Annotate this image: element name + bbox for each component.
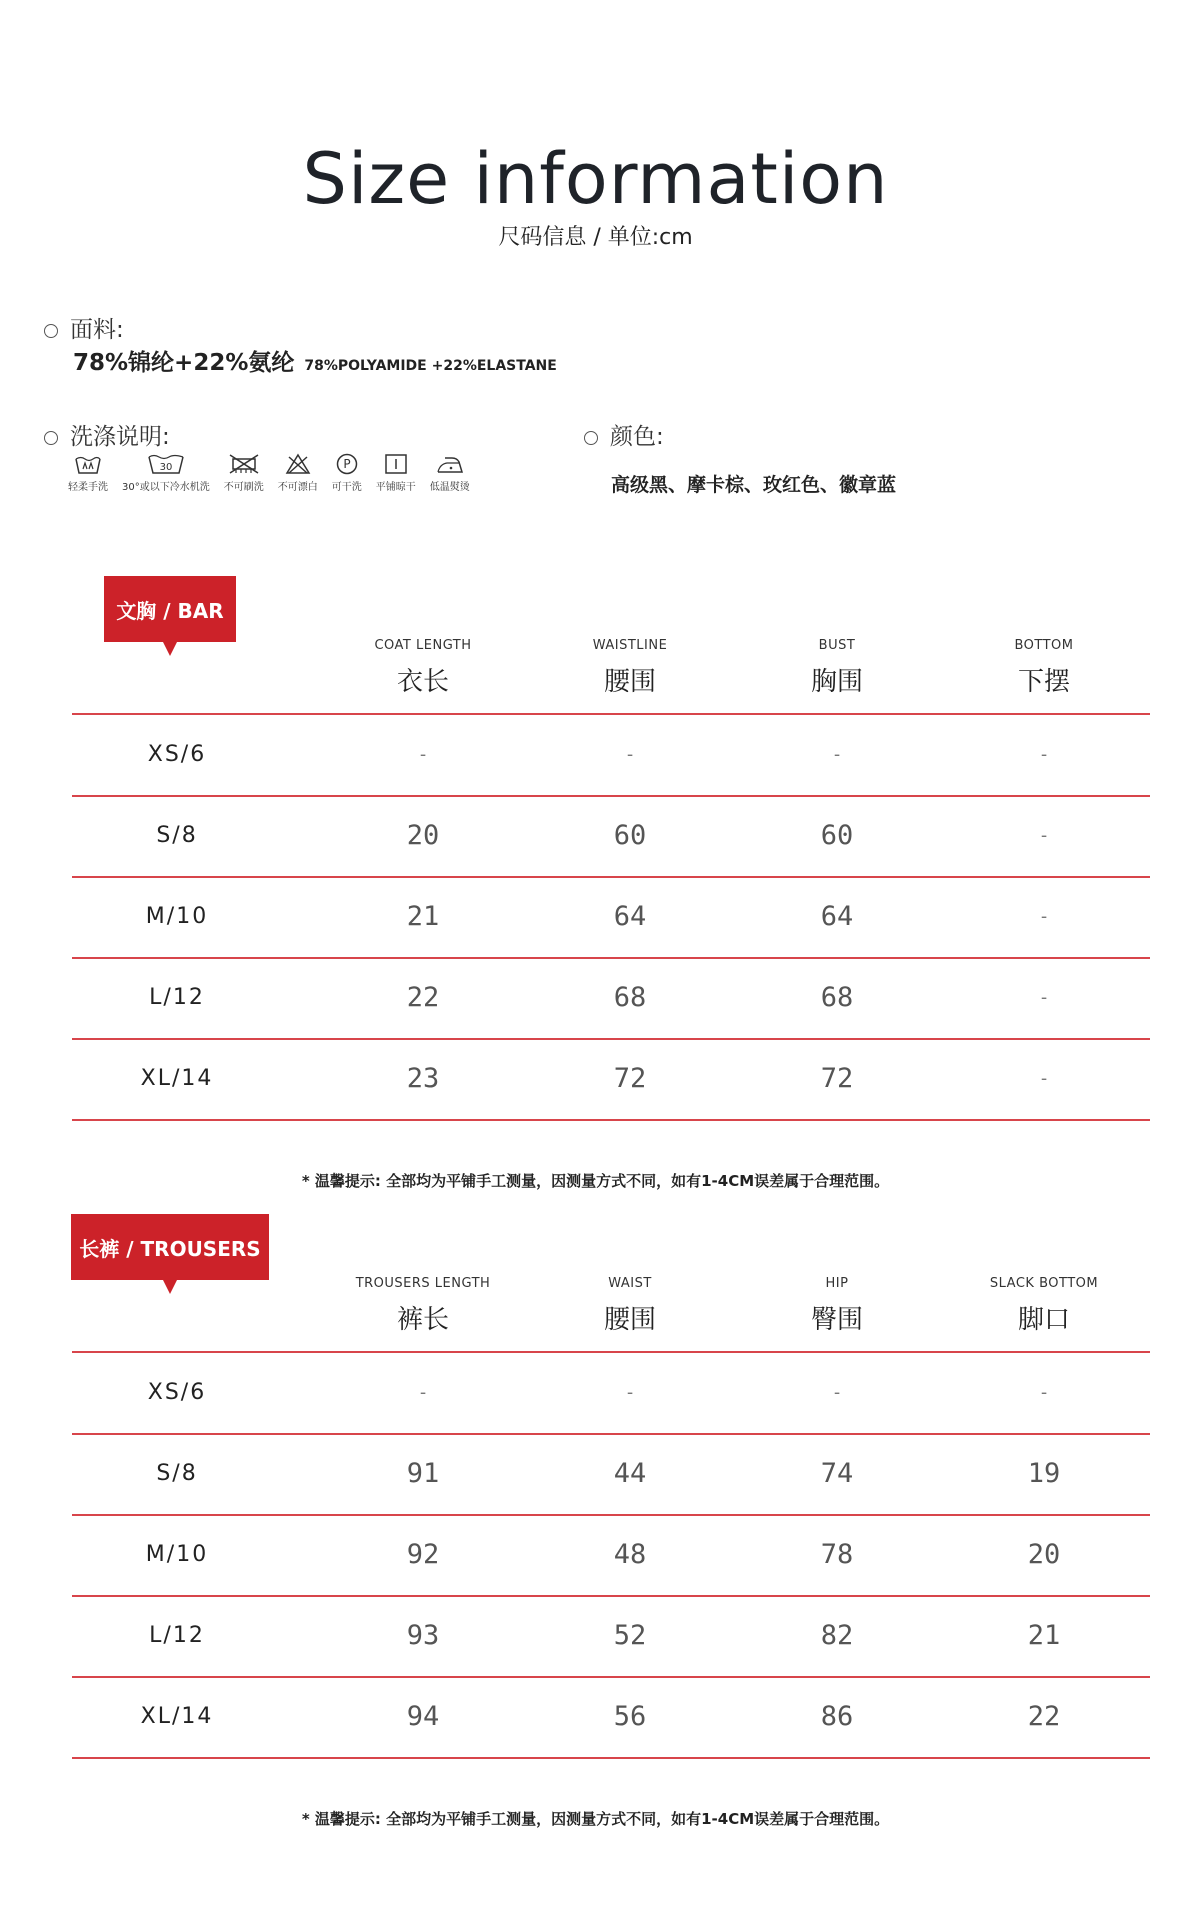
- value-cell: 78: [820, 1539, 854, 1570]
- bar-size-table: [72, 630, 1150, 1125]
- column-header: [530, 638, 730, 698]
- value-cell: 19: [1027, 1458, 1061, 1489]
- care-item: [278, 453, 318, 493]
- value-cell: 72: [820, 1063, 854, 1094]
- fabric-content: [73, 344, 557, 377]
- value-cell: 64: [613, 901, 647, 932]
- value-cell: 48: [613, 1539, 647, 1570]
- table-row: [72, 877, 1150, 957]
- value-cell: 21: [1027, 1620, 1061, 1651]
- colors-section: [584, 418, 664, 451]
- value-cell: 60: [820, 820, 854, 851]
- page-subtitle: 尺码信息 / 单位:cm: [498, 225, 693, 250]
- column-header: [323, 1276, 523, 1336]
- value-cell: 82: [820, 1620, 854, 1651]
- column-header: [737, 1276, 937, 1336]
- column-header: [323, 638, 523, 698]
- size-cell: XS/6: [147, 1380, 207, 1405]
- value-cell: 44: [613, 1458, 647, 1489]
- column-header-cn: 下摆: [1017, 667, 1070, 697]
- column-header-en: BUST: [818, 638, 856, 653]
- column-header-en: COAT LENGTH: [374, 638, 472, 653]
- bullet-circle-icon: [584, 431, 598, 445]
- table-divider: [72, 1757, 1150, 1759]
- measurement-note: * 温馨提示: 全部均为平铺手工测量，因测量方式不同，如有1-4CM误差属于合理范围。: [301, 1172, 890, 1190]
- column-header: [944, 638, 1144, 698]
- table-divider: [72, 1119, 1150, 1121]
- care-section: [44, 418, 170, 451]
- care-label-text: 不可刷洗: [223, 482, 264, 493]
- care-label-text: 平铺晾干: [375, 482, 416, 493]
- care-item: [224, 453, 264, 493]
- value-cell: 93: [406, 1620, 440, 1651]
- bullet-circle-icon: [44, 324, 58, 338]
- size-cell: L/12: [149, 1623, 205, 1648]
- care-label-text: 低温熨烫: [429, 482, 470, 493]
- column-header-cn: 腰围: [603, 1305, 656, 1335]
- colors-label: 颜色:: [610, 424, 664, 450]
- value-cell: 68: [820, 982, 854, 1013]
- size-cell: L/12: [149, 985, 205, 1010]
- value-cell: 52: [613, 1620, 647, 1651]
- table-row: [72, 1596, 1150, 1676]
- value-cell: 94: [406, 1701, 440, 1732]
- value-cell: 22: [1027, 1701, 1061, 1732]
- colors-value: 高级黑、摩卡棕、玫红色、徽章蓝: [611, 474, 897, 496]
- value-cell: 60: [613, 820, 647, 851]
- column-header-en: BOTTOM: [1014, 638, 1074, 653]
- value-cell: 22: [406, 982, 440, 1013]
- column-header-en: WAIST: [608, 1276, 652, 1291]
- column-header-cn: 腰围: [603, 667, 656, 697]
- value-cell: 72: [613, 1063, 647, 1094]
- column-header: [737, 638, 937, 698]
- size-cell: M/10: [145, 1542, 209, 1567]
- column-header-en: SLACK BOTTOM: [989, 1276, 1099, 1291]
- table-row: [72, 1515, 1150, 1595]
- size-cell: M/10: [145, 904, 209, 929]
- care-label-text: 不可漂白: [277, 482, 318, 493]
- value-cell: 20: [406, 820, 440, 851]
- value-cell: 92: [406, 1539, 440, 1570]
- care-label-text: 轻柔手洗: [68, 482, 108, 493]
- care-item: [68, 453, 108, 493]
- gentle-hand-wash-icon: [73, 453, 103, 475]
- value-cell: -: [831, 1382, 843, 1403]
- table-row: [72, 796, 1150, 876]
- column-header-cn: 裤长: [396, 1305, 449, 1335]
- column-header-en: WAISTLINE: [592, 638, 668, 653]
- bullet-circle-icon: [44, 431, 58, 445]
- column-header-cn: 脚口: [1017, 1305, 1070, 1335]
- table-row: [72, 715, 1150, 795]
- measurement-note: * 温馨提示: 全部均为平铺手工测量，因测量方式不同，如有1-4CM误差属于合理范围。: [301, 1810, 890, 1828]
- value-cell: -: [1038, 1068, 1050, 1089]
- dry-clean-letter: P: [343, 457, 351, 471]
- care-icons: [68, 453, 470, 493]
- column-header-cn: 臀围: [810, 1305, 863, 1335]
- value-cell: 21: [406, 901, 440, 932]
- value-cell: -: [831, 744, 843, 765]
- size-cell: S/8: [156, 823, 198, 848]
- column-header: [530, 1276, 730, 1336]
- wash-temp-text: 30: [159, 462, 173, 473]
- value-cell: -: [1038, 825, 1050, 846]
- do-not-bleach-icon: [285, 453, 311, 475]
- table-row: [72, 1353, 1150, 1433]
- value-cell: -: [1038, 1382, 1050, 1403]
- value-cell: 56: [613, 1701, 647, 1732]
- size-cell: XL/14: [140, 1066, 214, 1091]
- value-cell: 91: [406, 1458, 440, 1489]
- care-item: [122, 453, 210, 493]
- column-header-cn: 衣长: [396, 667, 449, 697]
- dry-clean-p-icon: [334, 453, 360, 475]
- care-item: [430, 453, 470, 493]
- column-header-en: HIP: [825, 1276, 849, 1291]
- wash-30-icon: [146, 453, 186, 475]
- value-cell: -: [417, 744, 429, 765]
- fabric-content-en: 78%POLYAMIDE +22%ELASTANE: [304, 358, 557, 374]
- size-cell: XL/14: [140, 1704, 214, 1729]
- do-not-brush-icon: [227, 453, 261, 475]
- care-label-text: 30°或以下冷水机洗: [122, 482, 210, 493]
- page-title: Size information: [302, 138, 889, 220]
- table-row: [72, 1434, 1150, 1514]
- care-label-text: 可干洗: [331, 482, 362, 493]
- value-cell: -: [1038, 744, 1050, 765]
- bar-section-tag: 文胸 / BAR: [104, 576, 236, 642]
- trousers-size-table: [72, 1268, 1150, 1763]
- care-label: 洗涤说明:: [70, 424, 170, 450]
- value-cell: -: [417, 1382, 429, 1403]
- value-cell: 20: [1027, 1539, 1061, 1570]
- value-cell: -: [1038, 906, 1050, 927]
- column-header: [944, 1276, 1144, 1336]
- low-iron-icon: [435, 453, 465, 475]
- value-cell: 64: [820, 901, 854, 932]
- flat-dry-shade-icon: [383, 453, 409, 475]
- fabric-label: 面料:: [70, 317, 124, 343]
- table-row: [72, 958, 1150, 1038]
- table-row: [72, 1677, 1150, 1757]
- fabric-section: [44, 311, 124, 344]
- column-header-en: TROUSERS LENGTH: [355, 1276, 491, 1291]
- care-item: [332, 453, 362, 493]
- value-cell: -: [1038, 987, 1050, 1008]
- value-cell: 74: [820, 1458, 854, 1489]
- table-row: [72, 1039, 1150, 1119]
- value-cell: 86: [820, 1701, 854, 1732]
- care-item: [376, 453, 416, 493]
- value-cell: 23: [406, 1063, 440, 1094]
- value-cell: -: [624, 1382, 636, 1403]
- value-cell: -: [624, 744, 636, 765]
- size-cell: XS/6: [147, 742, 207, 767]
- trousers-section-tag: 长裤 / TROUSERS: [71, 1214, 269, 1280]
- column-header-cn: 胸围: [810, 667, 863, 697]
- fabric-content-cn: 78%锦纶+22%氨纶: [73, 350, 295, 376]
- value-cell: 68: [613, 982, 647, 1013]
- size-cell: S/8: [156, 1461, 198, 1486]
